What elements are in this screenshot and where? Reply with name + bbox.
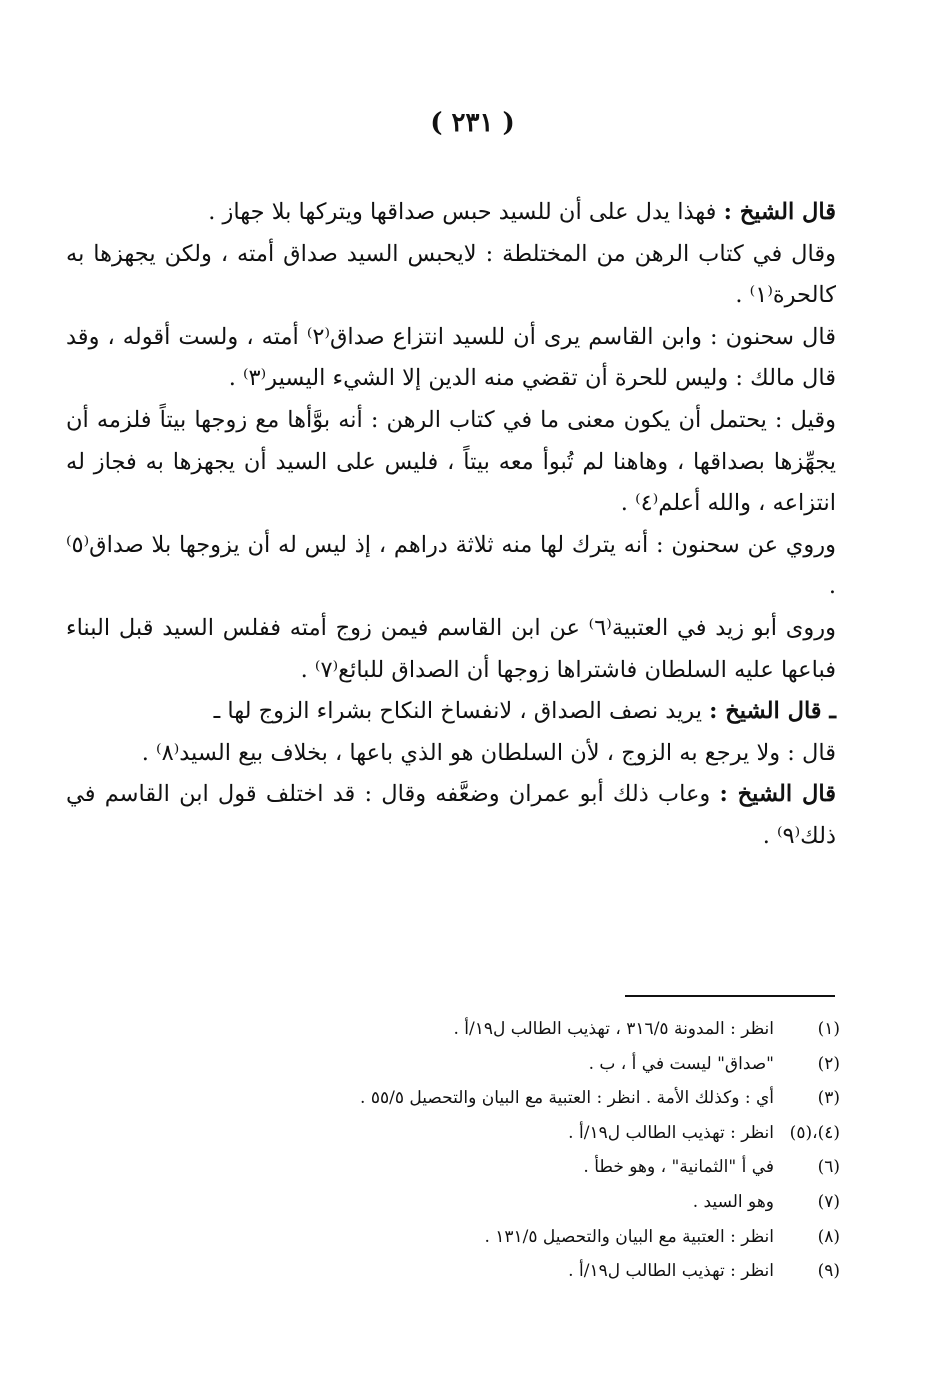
footnote-number: (١): [817, 1019, 840, 1039]
paragraph: [66, 192, 836, 234]
footnote-text: انظر : تهذيب الطالب ل١٩/أ .: [568, 1261, 774, 1282]
footnote: [120, 1185, 840, 1220]
paragraph-text: وعاب ذلك أبو عمران وضعَّفه وقال : قد اختلف قول ابن القاسم في ذلك⁽٩⁾ .: [66, 781, 836, 849]
paragraph: [66, 608, 836, 691]
paragraph: [66, 234, 836, 317]
paragraph: [66, 691, 836, 733]
paragraph-text: قال : ولا يرجع به الزوج ، لأن السلطان هو الذي باعها ، بخلاف بيع السيد⁽٨⁾ .: [141, 739, 836, 766]
footnote: [120, 1116, 840, 1151]
footnote-text: في أ "الثمانية" ، وهو خطأ .: [583, 1157, 774, 1178]
footnote: [120, 1150, 840, 1185]
paragraph-text: قال سحنون : وابن القاسم يرى أن للسيد انتزاع صداق⁽٢⁾ أمته ، ولست أقوله ، وقد قال مالك : وليس للحرة أن تقضي منه الدين إلا الشيء اليسير⁽٣⁾ .: [66, 323, 836, 392]
main-text: [66, 192, 836, 858]
paragraph-lead: قال الشيخ :: [719, 781, 836, 808]
paragraph-text: وقال في كتاب الرهن من المختلطة : لايحبس السيد صداق أمته ، ولكن يجهزها به كالحرة⁽١⁾ .: [66, 240, 836, 309]
footnote-text: "صداق" ليست في أ ، ب .: [588, 1053, 774, 1074]
paragraph-lead: قال الشيخ :: [723, 199, 836, 225]
footnote-text: انظر : تهذيب الطالب ل١٩/أ .: [568, 1122, 774, 1143]
footnote-divider: [625, 995, 835, 997]
footnote-number: (٧): [817, 1191, 840, 1212]
footnote-number: (٤)،(٥): [789, 1122, 840, 1143]
paragraph: [66, 317, 836, 400]
paragraph: [66, 733, 836, 775]
footnote: [120, 1012, 840, 1047]
footnote: [120, 1081, 840, 1116]
footnote-number: (٦): [817, 1157, 840, 1178]
footnote-text: وهو السيد .: [692, 1191, 774, 1212]
paragraph-text: وروى أبو زيد في العتبية⁽٦⁾ عن ابن القاسم فيمن زوج أمته ففلس السيد قبل البناء فباعها عليه السلطان فاشتراها زوجها أن الصداق للبائع⁽٧⁾ .: [66, 614, 836, 683]
footnote-text: انظر : المدونة ٣١٦/٥ ، تهذيب الطالب ل١٩/أ .: [453, 1019, 774, 1039]
footnote-number: (٢): [817, 1053, 840, 1074]
footnote-number: (٨): [817, 1226, 840, 1247]
footnote-text: انظر : العتبية مع البيان والتحصيل ١٣١/٥ .: [484, 1226, 774, 1247]
footnotes: [120, 1012, 840, 1289]
paragraph-text: وروي عن سحنون : أنه يترك لها منه ثلاثة دراهم ، إذ ليس له أن يزوجها بلا صداق⁽٥⁾ .: [66, 531, 836, 600]
paragraph-lead: ـ قال الشيخ :: [709, 698, 836, 725]
paragraph-text: وقيل : يحتمل أن يكون معنى ما في كتاب الرهن : أنه بوَّأها مع زوجها بيتاً فلزمه أن يجهِّزها بصداقها ، وهاهنا لم تُبوأ معه بيتاً ، فليس على السيد أن يجهزها به فجاز له انتزاعه ، والله أعلم⁽٤⁾ .: [66, 406, 836, 517]
footnote: [120, 1047, 840, 1082]
page-number: ( ٢٣١ ): [430, 108, 515, 138]
footnote: [120, 1220, 840, 1255]
paragraph: [66, 774, 836, 857]
footnote-number: (٣): [817, 1088, 840, 1109]
paragraph-text: يريد نصف الصداق ، لانفساخ النكاح بشراء الزوج لها ـ: [213, 698, 710, 725]
footnote-number: (٩): [817, 1261, 840, 1282]
paragraph: [66, 525, 836, 608]
footnote: [120, 1254, 840, 1289]
paragraph-text: فهذا يدل على أن للسيد حبس صداقها ويتركها بلا جهاز .: [208, 199, 724, 225]
paragraph: [66, 400, 836, 525]
footnote-text: أي : وكذلك الأمة . انظر : العتبية مع البيان والتحصيل ٥٥/٥ .: [360, 1088, 774, 1109]
